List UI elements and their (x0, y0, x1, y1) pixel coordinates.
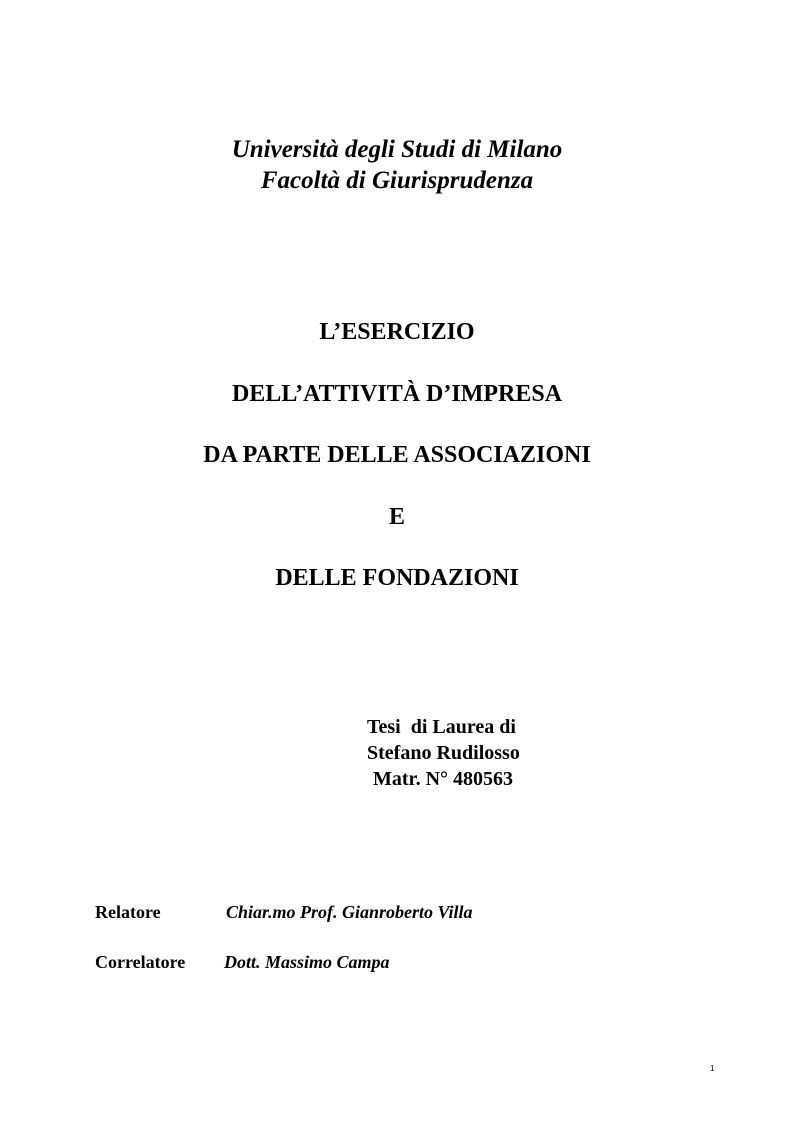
matriculation-number: Matr. N° 480563 (373, 768, 514, 790)
thesis-title-line: L’ESERCIZIO (319, 319, 475, 345)
university-name: Università degli Studi di Milano (231, 136, 563, 163)
faculty-name: Facoltà di Giurisprudenza (260, 167, 534, 194)
author-block (367, 714, 520, 792)
thesis-type: Tesi di Laurea di (367, 716, 516, 738)
correlatore-name: Dott. Massimo Campa (224, 952, 390, 972)
thesis-title-line: DA PARTE DELLE ASSOCIAZIONI (203, 442, 591, 468)
relatore-row (95, 901, 473, 923)
page-number: 1 (710, 1064, 715, 1073)
thesis-title-line: DELLE FONDAZIONI (275, 565, 519, 591)
relatore-label: Relatore (95, 902, 161, 922)
correlatore-label: Correlatore (95, 952, 186, 972)
correlatore-row (95, 951, 390, 973)
thesis-title-line: E (388, 504, 405, 530)
author-name: Stefano Rudilosso (367, 742, 520, 764)
thesis-title-line: DELL’ATTIVITÀ D’IMPRESA (231, 381, 563, 407)
relatore-name: Chiar.mo Prof. Gianroberto Villa (226, 902, 473, 922)
